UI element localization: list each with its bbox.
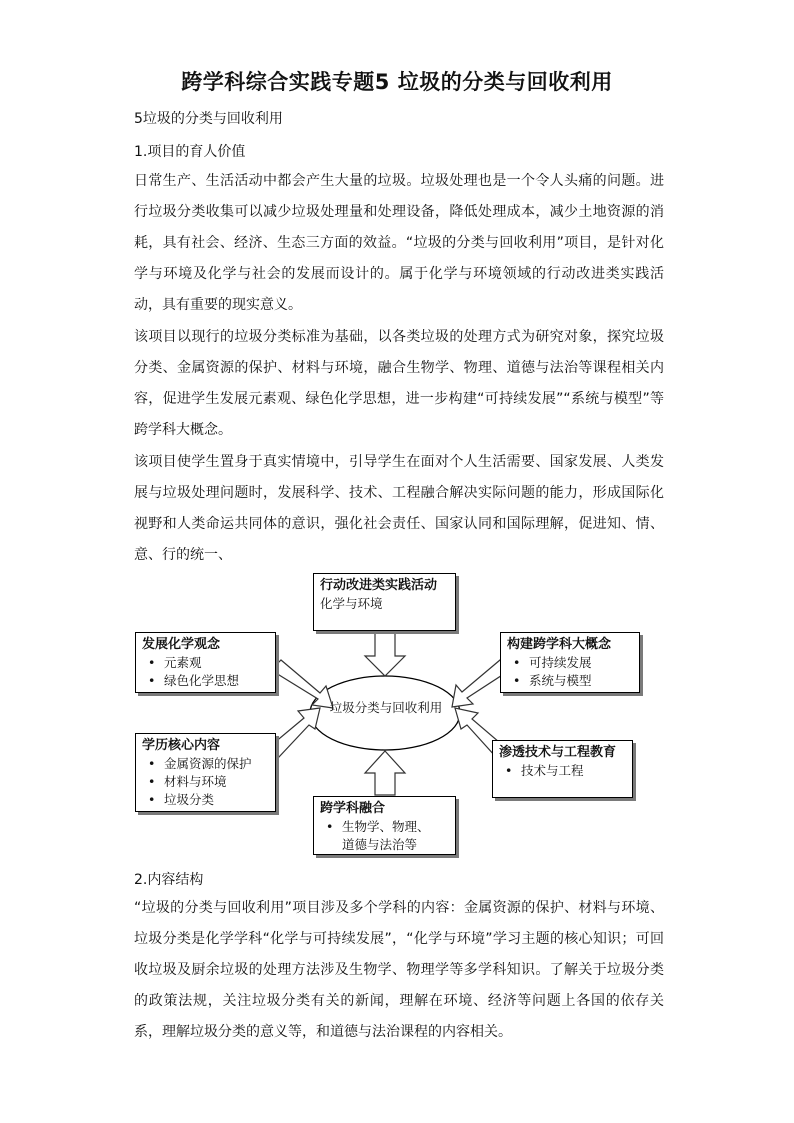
box-left-bottom [135,733,276,812]
box-top-line: 化学与环境 [320,596,383,611]
box-bottom [313,796,456,855]
section1-paragraph-3: 该项目使学生置身于真实情境中，引导学生在面对个人生活需要、国家发展、人类发展与垃圾处理问题时，发展科学、技术、工程融合解决实际问题的能力，形成国际化视野和人类命运共同体的意识，强化社会责任、国家认同和国际理解，促进知、情、意、行的统一、 [134,454,664,563]
section1-paragraph-1: 日常生产、生活活动中都会产生大量的垃圾。垃圾处理也是一个令人头痛的问题。进行垃圾分类收集可以减少垃圾处理量和处理设备，降低处理成本，减少土地资源的消耗，具有社会、经济、生态三方面的效益。“垃圾的分类与回收利用”项目，是针对化学与环境及化学与社会的发展而设计的。属于化学与环境领域的行动改进类实践活动，具有重要的现实意义。 [134,173,664,313]
box-bottom-title: 跨学科融合 [320,801,386,816]
box-right-bottom-title: 渗透技术与工程教育 [499,745,617,760]
list-item: • 系统与模型 [507,672,633,690]
box-left-bottom-title: 学历核心内容 [142,738,221,753]
arrow-top [365,633,405,676]
list-item: • 金属资源的保护 [142,755,269,773]
list-item: • 材料与环境 [142,773,269,791]
section1-paragraph-2: 该项目以现行的垃圾分类标准为基础，以各类垃圾的处理方式为研究对象，探究垃圾分类、金属资源的保护、材料与环境，融合生物学、物理、道德与法治等课程相关内容，促进学生发展元素观、绿色化学思想，进一步构建“可持续发展”“系统与模型”等跨学科大概念。 [134,329,664,438]
list-item: • 可持续发展 [507,654,633,672]
section2-paragraph: “垃圾的分类与回收利用”项目涉及多个学科的内容：金属资源的保护、材料与环境、垃圾分类是化学学科“化学与可持续发展”，“化学与环境”学习主题的核心知识；可回收垃圾及厨余垃圾的处理方法涉及生物学、物理学等多学科知识。了解关于垃圾分类的政策法规，关注垃圾分类有关的新闻，理解在环境、经济等问题上各国的依存关系，理解垃圾分类的意义等，和道德与法治课程的内容相关。 [134,900,664,1040]
arrow-bottom [365,751,405,795]
section1-heading: 1.项目的育人价值 [134,144,246,160]
list-item: • 技术与工程 [499,762,626,780]
section2-heading: 2.内容结构 [134,872,204,888]
box-left-top [135,632,276,693]
list-item-continuation: 道德与法治等 [342,837,418,852]
box-left-top-title: 发展化学观念 [142,637,221,652]
box-right-top [500,632,640,693]
box-right-top-title: 构建跨学科大概念 [507,637,612,652]
subtitle: 5垃圾的分类与回收利用 [134,111,283,127]
box-top [313,573,456,631]
list-item: • 生物学、物理、 [320,818,449,836]
list-item: • 绿色化学思想 [142,672,269,690]
list-item: • 垃圾分类 [142,791,269,809]
box-right-bottom [492,740,633,798]
page-title: 跨学科综合实践专题5 垃圾的分类与回收利用 [181,70,613,94]
center-label: 垃圾分类与回收利用 [329,700,443,715]
box-top-title: 行动改进类实践活动 [320,578,438,593]
list-item: • 元素观 [142,654,269,672]
